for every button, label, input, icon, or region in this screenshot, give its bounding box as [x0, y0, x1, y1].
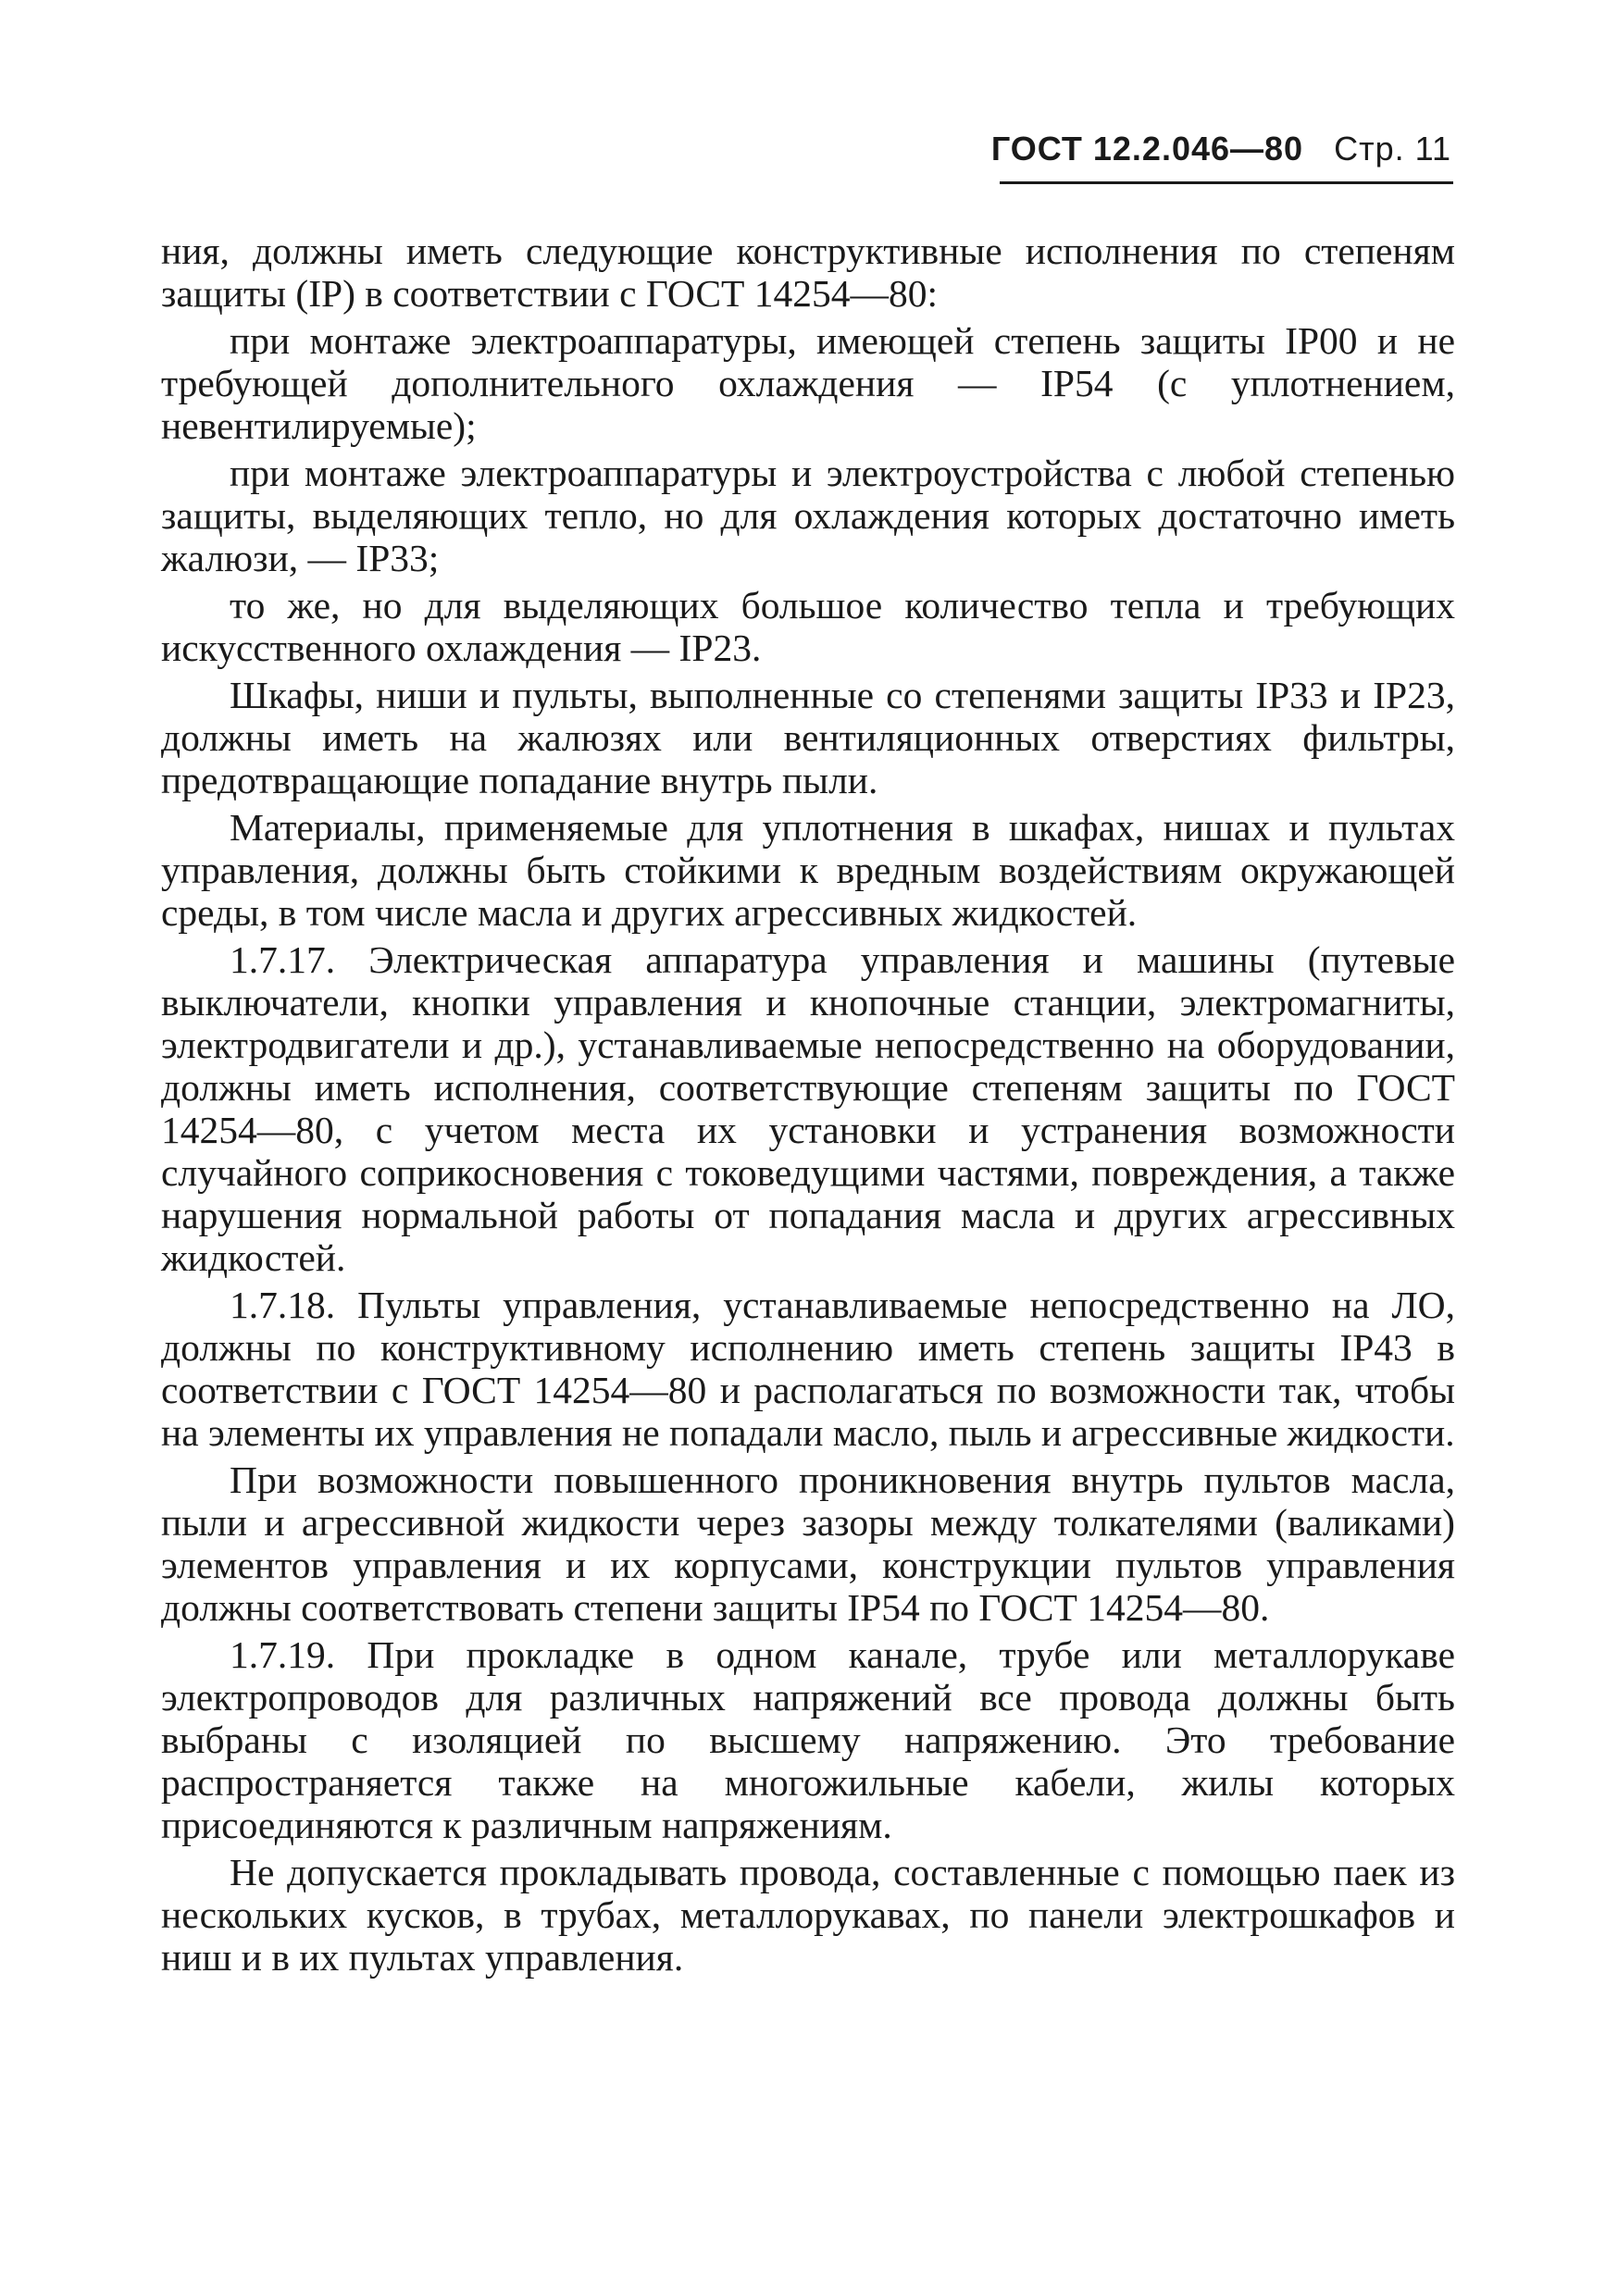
paragraph-ip54: при монтаже электроаппаратуры, имеющей степень защиты IP00 и не требующей дополнительного охлаждения — IP54 (с уплотнением, невентилируемые); [161, 319, 1455, 447]
paragraph-continuation: ния, должны иметь следующие конструктивные исполнения по степеням защиты (IP) в соответствии с ГОСТ 14254—80: [161, 230, 1455, 315]
running-header [991, 130, 1451, 168]
paragraph-ip33: при монтаже электроаппаратуры и электроустройства с любой степенью защиты, выделяющих тепло, но для охлаждения которых достаточно иметь жалюзи, — IP33; [161, 452, 1455, 579]
body-text [161, 230, 1455, 1983]
paragraph-1-7-18: 1.7.18. Пульты управления, устанавливаемые непосредственно на ЛО, должны по конструктивному исполнению иметь степень защиты IP43 в соответствии с ГОСТ 14254—80 и располагаться по возможности так, чтобы на элементы их управления не попадали масло, пыль и агрессивные жидкости. [161, 1284, 1455, 1454]
paragraph-penetration: При возможности повышенного проникновения внутрь пультов масла, пыли и агрессивной жидкости через зазоры между толкателями (валиками) элементов управления и их корпусами, конструкции пультов управления должны соответствовать степени защиты IP54 по ГОСТ 14254—80. [161, 1458, 1455, 1629]
page-number: Стр. 11 [1334, 130, 1451, 168]
header-rule [1000, 181, 1453, 184]
paragraph-prohibition: Не допускается прокладывать провода, составленные с помощью паек из нескольких кусков, в трубах, металлорукавах, по панели электрошкафов и ниш и в их пультах управления. [161, 1851, 1455, 1979]
paragraph-1-7-17: 1.7.17. Электрическая аппаратура управления и машины (путевые выключатели, кнопки управления и кнопочные станции, электромагниты, электродвигатели и др.), устанавливаемые непосредственно на оборудовании, должны иметь исполнения, соответствующие степеням защиты по ГОСТ 14254—80, с учетом места их установки и устранения возможности случайного соприкосновения с токоведущими частями, повреждения, а также нарушения нормальной работы от попадания масла и других агрессивных жидкостей. [161, 938, 1455, 1279]
paragraph-filters: Шкафы, ниши и пульты, выполненные со степенями защиты IP33 и IP23, должны иметь на жалюзях или вентиляционных отверстиях фильтры, предотвращающие попадание внутрь пыли. [161, 674, 1455, 801]
paragraph-materials: Материалы, применяемые для уплотнения в шкафах, нишах и пультах управления, должны быть стойкими к вредным воздействиям окружающей среды, в том числе масла и других агрессивных жидкостей. [161, 806, 1455, 934]
standard-number: ГОСТ 12.2.046—80 [990, 130, 1304, 168]
paragraph-ip23: то же, но для выделяющих большое количество тепла и требующих искусственного охлаждения — IP23. [161, 584, 1455, 669]
paragraph-1-7-19: 1.7.19. При прокладке в одном канале, трубе или металлорукаве электропроводов для различных напряжений все провода должны быть выбраны с изоляцией по высшему напряжению. Это требование распространяется также на многожильные кабели, жилы которых присоединяются к различным напряжениям. [161, 1633, 1455, 1846]
